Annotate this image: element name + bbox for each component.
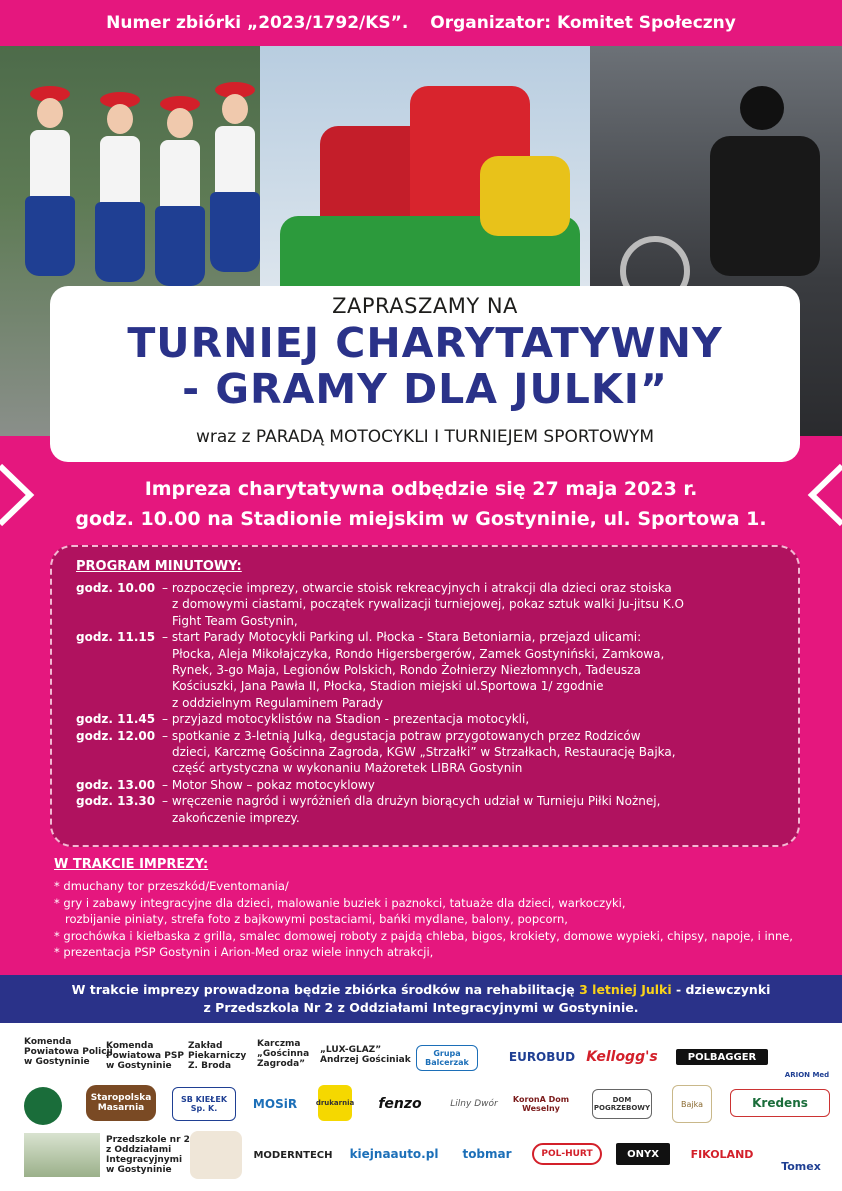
program-desc: z oddzielnym Regulaminem Parady bbox=[172, 695, 383, 710]
program-row bbox=[76, 662, 778, 678]
collection-line2: z Przedszkola Nr 2 z Oddziałami Integracyjnymi w Gostyninie. bbox=[203, 1000, 639, 1015]
program-time bbox=[76, 810, 162, 826]
sponsor-logo: EUROBUD bbox=[508, 1050, 576, 1064]
sponsor-logo: tobmar bbox=[462, 1147, 512, 1161]
program-time bbox=[76, 662, 162, 678]
organizer: Organizator: Komitet Społeczny bbox=[430, 13, 736, 33]
collection-post: - dziewczynki bbox=[671, 982, 771, 997]
sponsor-text: Przedszkole nr 2 z Oddziałami Integracyjnymi w Gostyninie bbox=[106, 1135, 190, 1175]
program-desc: – przyjazd motocyklistów na Stadion - prezentacja motocykli, bbox=[162, 712, 530, 727]
during-line: rozbijanie piniaty, strefa foto z bajkowymi postaciami, bańki mydlane, balony, popcorn, bbox=[54, 912, 568, 926]
sponsor-logo: Tomex bbox=[781, 1160, 821, 1173]
program-time: godz. 13.00 bbox=[76, 777, 156, 792]
event-line2: godz. 10.00 na Stadionie miejskim w Gostyninie, ul. Sportowa 1. bbox=[75, 508, 767, 530]
program-time: godz. 11.15 bbox=[76, 630, 156, 645]
during-line: * dmuchany tor przeszkód/Eventomania/ bbox=[54, 879, 289, 893]
inflatable-photo bbox=[260, 46, 620, 306]
sponsor-logo: Staropolska Masarnia bbox=[86, 1085, 156, 1121]
helmet-shape bbox=[740, 86, 784, 130]
main-title-line1: TURNIEJ CHARYTATYWNY bbox=[127, 319, 723, 367]
sponsor-logo: Kellogg's bbox=[586, 1049, 658, 1065]
title-box bbox=[50, 286, 800, 462]
sponsor-logo: ONYX bbox=[616, 1143, 670, 1165]
invite-text: ZAPRASZAMY NA bbox=[332, 294, 518, 318]
sponsor-logo: Kredens bbox=[730, 1089, 830, 1117]
program-row bbox=[76, 629, 778, 645]
program-desc: Fight Team Gostynin, bbox=[172, 613, 298, 628]
during-line: * grochówka i kiełbaska z grilla, smalec domowej roboty z pajdą chleba, bigos, krokiety, domowe wypieki, chipsy, napoje, i inne, bbox=[54, 928, 793, 943]
collection-line1 bbox=[0, 981, 842, 999]
program-time: godz. 12.00 bbox=[76, 728, 156, 743]
inflatable-block bbox=[480, 156, 570, 236]
sponsor-logo: Bajka bbox=[672, 1085, 712, 1123]
sponsor-logo: Lilny Dwór bbox=[450, 1099, 498, 1109]
header-bar bbox=[0, 0, 842, 46]
program-desc: część artystyczna w wykonaniu Mażoretek LIBRA Gostynin bbox=[172, 761, 523, 776]
rider-shape bbox=[710, 136, 820, 276]
program-row bbox=[76, 646, 778, 662]
sponsor-logo: POL-HURT bbox=[532, 1143, 602, 1165]
program-time bbox=[76, 596, 162, 612]
program-time bbox=[76, 678, 162, 694]
sponsor-logo: POLBAGGER bbox=[676, 1049, 768, 1065]
program-time: godz. 13.30 bbox=[76, 794, 156, 809]
program-desc: – Motor Show – pokaz motocyklowy bbox=[162, 777, 375, 792]
program-desc: zakończenie imprezy. bbox=[172, 810, 300, 825]
program-time bbox=[76, 760, 162, 776]
program-time: godz. 10.00 bbox=[76, 581, 156, 595]
program-row bbox=[76, 744, 778, 760]
program-row bbox=[76, 678, 778, 694]
sponsor-logo: SB KIEŁEK Sp. K. bbox=[172, 1087, 236, 1121]
program-row bbox=[76, 695, 778, 711]
program-time bbox=[76, 613, 162, 629]
program-row bbox=[76, 810, 778, 826]
collection-banner bbox=[0, 975, 842, 1023]
program-row bbox=[76, 760, 778, 776]
sponsor-text: Zakład Piekarniczy Z. Broda bbox=[188, 1041, 247, 1071]
program-desc: – wręczenie nagród i wyróżnień dla drużyn biorących udział w Turnieju Piłki Nożnej, bbox=[162, 794, 661, 809]
kindergarten-photo bbox=[24, 1133, 100, 1177]
fire-brigade-emblem-icon bbox=[24, 1087, 62, 1125]
program-time bbox=[76, 695, 162, 711]
program-row bbox=[76, 613, 778, 629]
sponsor-logo: MODERNTECH bbox=[253, 1149, 333, 1161]
program-row bbox=[76, 777, 778, 793]
main-title-line2: - GRAMY DLA JULKI” bbox=[182, 365, 668, 413]
program-desc: Kościuszki, Jana Pawła II, Płocka, Stadion miejski ul.Sportowa 1/ zgodnie bbox=[172, 679, 604, 694]
program-desc: – rozpoczęcie imprezy, otwarcie stoisk rekreacyjnych i atrakcji dla dzieci oraz stoiska bbox=[162, 581, 672, 595]
program-time bbox=[76, 744, 162, 760]
sponsor-text: Komenda Powiatowa PSP w Gostyninie bbox=[106, 1041, 184, 1071]
program-row bbox=[76, 711, 778, 727]
sponsor-text: Karczma „Gościnna Zagroda” bbox=[257, 1039, 310, 1069]
program-row bbox=[76, 596, 778, 612]
sponsor-logo: DOM POGRZEBOWY bbox=[592, 1089, 652, 1119]
during-section bbox=[54, 857, 824, 961]
sponsor-text: „LUX-GLAZ” Andrzej Gościniak bbox=[320, 1045, 411, 1065]
sponsor-logo: fenzo bbox=[378, 1096, 422, 1112]
program-box bbox=[50, 545, 800, 847]
during-line: * gry i zabawy integracyjne dla dzieci, malowanie buziek i paznokci, tatuaże dla dzieci, warkoczyki, bbox=[54, 895, 626, 910]
sponsor-logo: Grupa Balcerzak bbox=[416, 1045, 478, 1071]
during-line: * prezentacja PSP Gostynin i Arion-Med oraz wiele innych atrakcji, bbox=[54, 945, 434, 959]
kindergarten-logo-icon bbox=[190, 1131, 242, 1179]
sponsor-logo: ARION Med bbox=[784, 1071, 830, 1079]
sponsor-logo: MOSiR bbox=[252, 1097, 298, 1111]
during-heading: W TRAKCIE IMPREZY: bbox=[54, 857, 209, 872]
program-heading: PROGRAM MINUTOWY: bbox=[76, 559, 242, 574]
event-line1: Impreza charytatywna odbędzie się 27 maja 2023 r. bbox=[144, 478, 698, 500]
sponsors-area bbox=[0, 1023, 842, 1191]
program-desc: Płocka, Aleja Mikołajczyka, Rondo Higersbergerów, Zamek Gostyniński, Zamkowa, bbox=[172, 646, 665, 661]
program-row bbox=[76, 580, 778, 596]
event-info bbox=[0, 474, 842, 534]
collection-number: Numer zbiórki „2023/1792/KS”. bbox=[106, 13, 409, 33]
sponsor-logo: drukarnia bbox=[318, 1085, 352, 1121]
sponsor-logo: kiejnaauto.pl bbox=[349, 1147, 439, 1161]
program-row bbox=[76, 793, 778, 809]
subtitle: wraz z PARADĄ MOTOCYKLI I TURNIEJEM SPORTOWYM bbox=[195, 427, 655, 447]
sponsor-logo: KoronA Dom Weselny bbox=[512, 1095, 570, 1113]
program-time bbox=[76, 646, 162, 662]
collection-pre: W trakcie imprezy prowadzona będzie zbiórka środków na rehabilitację bbox=[71, 982, 580, 997]
program-row bbox=[76, 728, 778, 744]
program-list bbox=[76, 580, 778, 826]
sponsor-text: Komenda Powiatowa Policji w Gostyninie bbox=[24, 1037, 113, 1067]
program-desc: dzieci, Karczmę Gościnna Zagroda, KGW „Strzałki” w Strzałkach, Restaurację Bajka, bbox=[172, 745, 676, 760]
program-time: godz. 11.45 bbox=[76, 712, 156, 727]
program-desc: Rynek, 3-go Maja, Legionów Polskich, Rondo Żołnierzy Niezłomnych, Tadeusza bbox=[172, 663, 641, 678]
main-title bbox=[50, 320, 800, 412]
sponsor-logo: FIKOLAND bbox=[690, 1147, 754, 1161]
program-desc: – start Parady Motocykli Parking ul. Płocka - Stara Betoniarnia, przejazd ulicami: bbox=[162, 630, 642, 645]
program-desc: – spotkanie z 3-letnią Julką, degustacja potraw przygotowanych przez Rodziców bbox=[162, 728, 641, 743]
program-desc: z domowymi ciastami, początek rywalizacji turniejowej, pokaz sztuk walki Ju-jitsu K.O bbox=[172, 597, 684, 612]
collection-highlight: 3 letniej Julki bbox=[579, 982, 672, 997]
